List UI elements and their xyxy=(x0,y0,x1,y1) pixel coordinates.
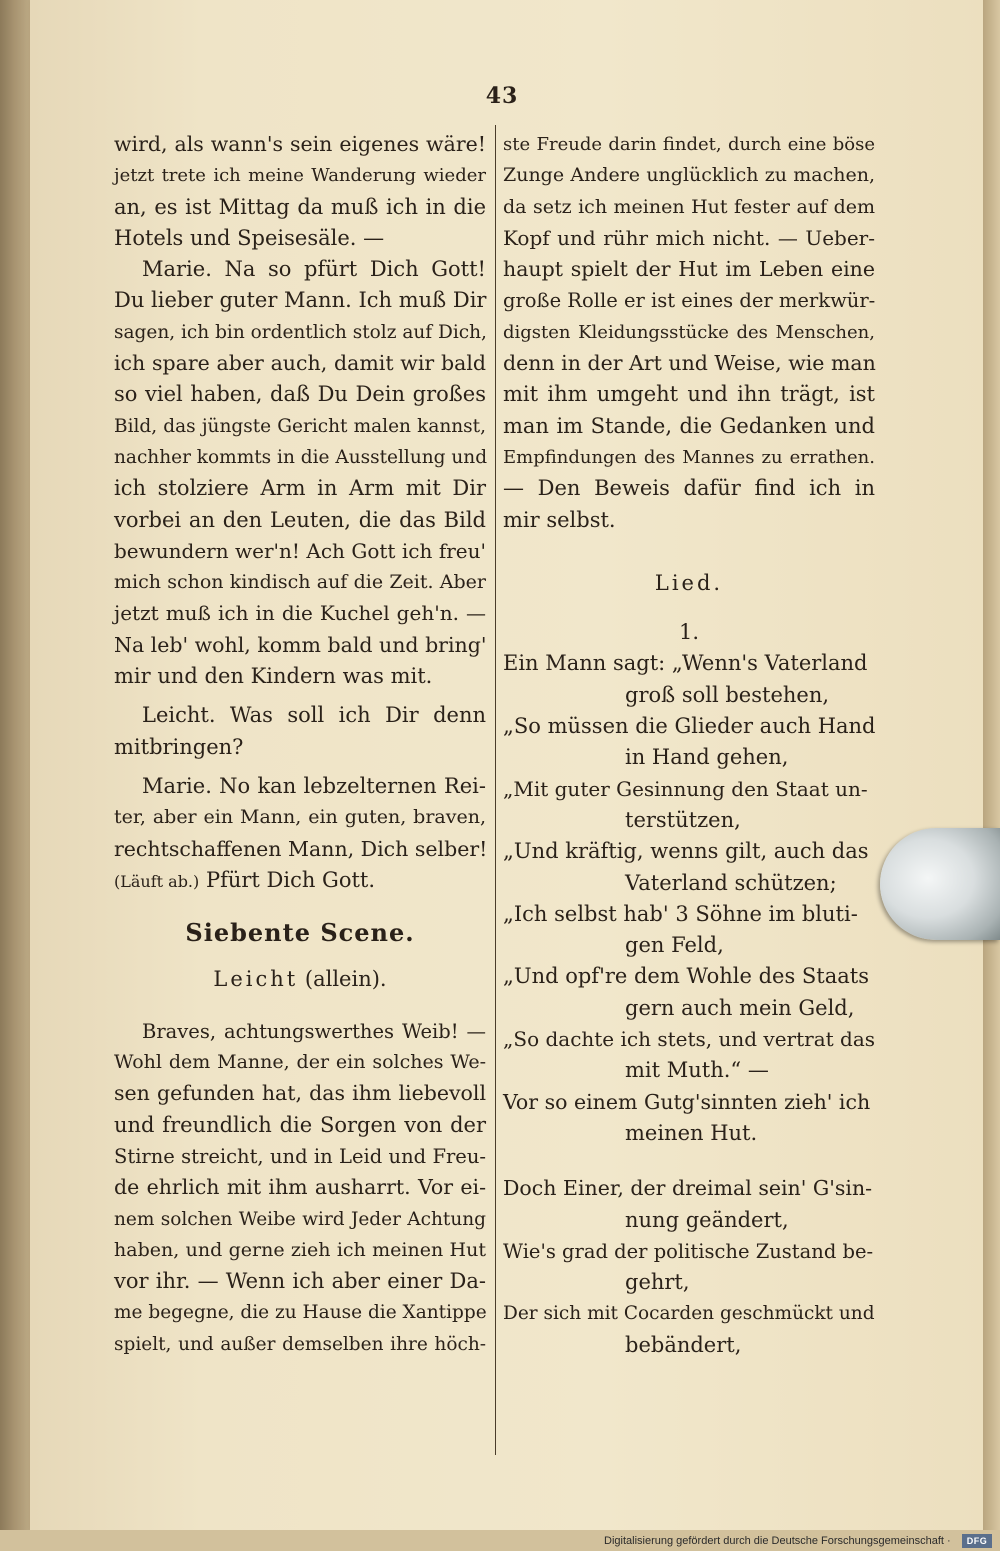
left-column xyxy=(114,129,486,1360)
verse-line: „Und kräftig, wenns gilt, auch das xyxy=(503,839,869,864)
page-number: 43 xyxy=(485,83,519,109)
text-line: mit ihm umgeht und ihn trägt, ist xyxy=(503,382,875,407)
text-line: ich stolziere Arm in Arm mit Dir xyxy=(114,476,486,501)
text-line: bewundern wer'n! Ach Gott ich freu' xyxy=(114,538,486,563)
text-line: jetzt muß ich in die Kuchel geh'n. — xyxy=(114,601,486,626)
text-line: sagen, ich bin ordentlich stolz auf Dich, xyxy=(114,321,487,343)
verse-line: Doch Einer, der dreimal sein' G'sin- xyxy=(503,1176,873,1201)
monologue-leicht xyxy=(114,1016,486,1360)
text-line: sen gefunden hat, das ihm liebevoll xyxy=(114,1081,486,1106)
text-line: mitbringen? xyxy=(114,734,244,759)
stage-direction: (allein). xyxy=(304,967,387,992)
character-name: Leicht xyxy=(213,967,299,992)
verse-line: Vor so einem Gutg'sinnten zieh' ich xyxy=(503,1089,871,1114)
text-line: mir selbst. xyxy=(503,507,616,532)
right-column xyxy=(503,129,875,1361)
text-fragment: Pfürt Dich Gott. xyxy=(205,867,376,892)
song-title: Lied. xyxy=(654,570,724,595)
text-line: haben, und gerne zieh ich meinen Hut xyxy=(114,1238,486,1261)
text-line: und freundlich die Sorgen von der xyxy=(114,1112,486,1137)
text-line: nachher kommts in die Ausstellung und xyxy=(114,446,488,468)
verse-continuation: meinen Hut. xyxy=(625,1120,758,1145)
text-line: Leicht. Was soll ich Dir denn xyxy=(142,703,486,728)
scene-title: Siebente Scene. xyxy=(185,918,415,948)
text-line: mir und den Kindern was mit. xyxy=(114,664,433,689)
verse-continuation: nung geändert, xyxy=(625,1207,789,1232)
page-clip-holder xyxy=(880,828,1000,940)
text-line: Bild, das jüngste Gericht malen kannst, xyxy=(114,415,486,437)
text-line: mich schon kindisch auf die Zeit. Aber xyxy=(114,571,486,594)
text-line: ter, aber ein Mann, ein guten, braven, xyxy=(114,806,486,829)
text-line: Zunge Andere unglücklich zu machen, xyxy=(503,164,875,187)
text-line: Marie. No kan lebzelternen Rei- xyxy=(142,773,486,798)
stanza-2 xyxy=(503,1173,875,1361)
text-line: Wohl dem Manne, der ein solches We- xyxy=(114,1051,486,1074)
page-right-edge xyxy=(983,0,1000,1551)
text-line: ste Freude darin findet, durch eine böse xyxy=(503,134,875,155)
verse-continuation: in Hand gehen, xyxy=(625,745,789,770)
verse-line: „Ich selbst hab' 3 Söhne im bluti- xyxy=(503,901,858,926)
text-line: vor ihr. — Wenn ich aber einer Da- xyxy=(114,1269,486,1294)
text-line: wird, als wann's sein eigenes wäre! xyxy=(114,132,486,156)
speech-marie-1 xyxy=(114,254,486,692)
verse-continuation: bebändert, xyxy=(625,1332,742,1357)
text-line: große Rolle er ist eines der merkwür- xyxy=(503,289,876,313)
verse-continuation: mit Muth.“ — xyxy=(625,1058,769,1083)
text-line: Kopf und rühr mich nicht. — Ueber- xyxy=(503,225,875,250)
column-divider xyxy=(495,125,496,1455)
text-line: da setz ich meinen Hut fester auf dem xyxy=(503,195,875,218)
text-line: Stirne streicht, und in Leid und Freu- xyxy=(114,1144,486,1168)
text-line xyxy=(114,865,486,897)
verse-continuation: gern auch mein Geld, xyxy=(625,995,855,1020)
scene-subtitle xyxy=(114,964,486,995)
verse-continuation: gehrt, xyxy=(625,1270,690,1295)
text-line: Hotels und Speisesäle. — xyxy=(114,225,385,250)
stanza-number: 1. xyxy=(678,620,700,645)
text-line: Du lieber guter Mann. Ich muß Dir xyxy=(114,288,487,313)
verse-continuation: Vaterland schützen; xyxy=(625,870,837,895)
stage-direction: (Läuft ab.) xyxy=(114,871,200,891)
text-line: nem solchen Weibe wird Jeder Achtung xyxy=(114,1208,486,1230)
text-line: spielt, und außer demselben ihre höch- xyxy=(114,1333,486,1355)
text-line: de ehrlich mit ihm ausharrt. Vor ei- xyxy=(114,1175,486,1200)
text-line: Na leb' wohl, komm bald und bring' xyxy=(114,632,487,657)
verse-line: „Und opf're dem Wohle des Staats xyxy=(503,964,870,989)
verse-continuation: groß soll bestehen, xyxy=(625,682,830,707)
text-line: man im Stande, die Gedanken und xyxy=(503,413,875,438)
text-line: jetzt trete ich meine Wanderung wieder xyxy=(114,165,486,187)
verse-line: Der sich mit Cocarden geschmückt und xyxy=(503,1303,875,1325)
text-line: ich spare aber auch, damit wir bald xyxy=(114,351,486,376)
digitization-credit: Digitalisierung gefördert durch die Deutsche Forschungsgemeinschaft · xyxy=(604,1535,951,1547)
verse-continuation: gen Feld, xyxy=(625,933,724,958)
stanza-1 xyxy=(503,648,875,1149)
verse-line: „Mit guter Gesinnung den Staat un- xyxy=(503,776,868,801)
text-line: — Den Beweis dafür find ich in xyxy=(503,476,875,501)
verse-line: Ein Mann sagt: „Wenn's Vaterland xyxy=(503,651,868,676)
verse-line: Wie's grad der politische Zustand be- xyxy=(503,1239,874,1263)
prose-block-2 xyxy=(503,129,875,536)
text-line: Marie. Na so pfürt Dich Gott! xyxy=(142,257,486,282)
text-line: vorbei an den Leuten, die das Bild xyxy=(114,507,486,532)
text-line: rechtschaffenen Mann, Dich selber! xyxy=(114,836,488,861)
prose-block-1 xyxy=(114,129,486,254)
text-line: denn in der Art und Weise, wie man xyxy=(503,351,876,376)
text-line: Empfindungen des Mannes zu errathen. xyxy=(503,446,875,468)
text-line: Braves, achtungswerthes Weib! — xyxy=(142,1019,486,1043)
verse-line: „So müssen die Glieder auch Hand xyxy=(503,714,876,739)
speech-leicht-1 xyxy=(114,700,486,763)
verse-line: „So dachte ich stets, und vertrat das xyxy=(503,1027,876,1052)
dfg-logo: DFG xyxy=(962,1534,992,1548)
speech-marie-2 xyxy=(114,771,486,897)
verse-continuation: terstützen, xyxy=(625,807,741,832)
text-line: an, es ist Mittag da muß ich in die xyxy=(114,194,486,219)
text-line: me begegne, die zu Hause die Xantippe xyxy=(114,1302,487,1324)
text-line: so viel haben, daß Du Dein großes xyxy=(114,382,486,407)
text-line: haupt spielt der Hut im Leben eine xyxy=(503,257,875,282)
text-line: digsten Kleidungsstücke des Menschen, xyxy=(503,321,875,343)
